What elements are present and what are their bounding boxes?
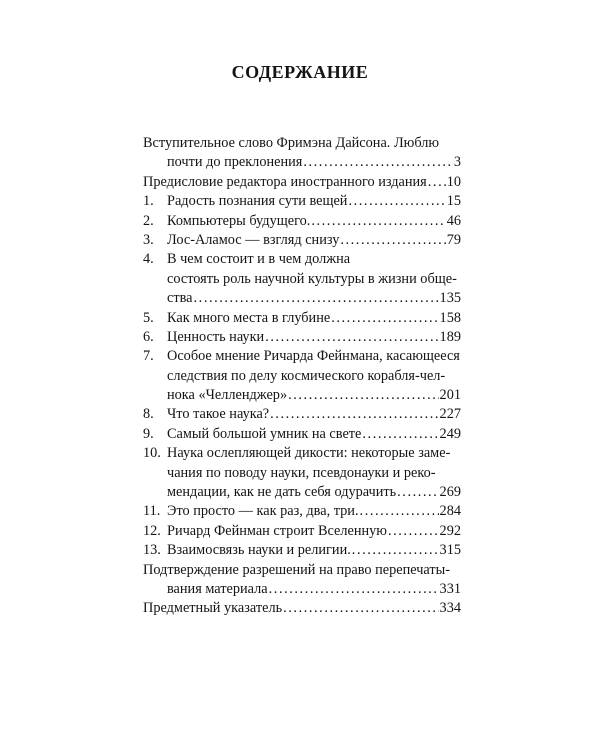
toc-entry-text: Ценность науки: [167, 328, 265, 345]
toc-page-number: 284: [439, 503, 461, 520]
toc-entry-12: [143, 522, 461, 541]
leader-dots: [388, 522, 439, 541]
leader-dots: [288, 386, 438, 405]
toc-entry-text: Лос-Аламос — взгляд снизу: [167, 231, 340, 248]
toc-entry-text: Подтверждение разрешений на право перепечаты-: [143, 561, 450, 578]
toc-page-number: 15: [446, 193, 461, 210]
toc-entry-number: 13.: [143, 542, 161, 559]
toc-entry-index: [143, 599, 461, 618]
leader-dots: [362, 425, 438, 444]
leader-dots: [270, 405, 438, 424]
toc-entry-7-cont2: [143, 386, 461, 405]
toc-entry-text: Предметный указатель: [143, 600, 283, 617]
toc-entry-10-cont: [143, 464, 461, 483]
toc-entry-text: Вступительное слово Фримэна Дайсона. Люблю: [143, 135, 440, 151]
leader-dots: [397, 483, 438, 502]
leader-dots: [348, 192, 445, 211]
toc-page-number: 315: [439, 542, 461, 559]
leader-dots: [194, 289, 439, 308]
toc-page-number: 158: [439, 309, 461, 326]
leader-dots: [340, 231, 445, 250]
toc-entry-8: [143, 405, 461, 424]
toc-entry-number: 7.: [143, 348, 154, 365]
toc-entry-permissions-cont: [143, 580, 461, 599]
toc-entry-7: [143, 347, 461, 366]
toc-entry-10: [143, 444, 461, 463]
table-of-contents: [143, 134, 461, 619]
toc-entry-foreword-cont: [143, 153, 461, 172]
leader-dots: [265, 328, 438, 347]
toc-entry-text: состоять роль научной культуры в жизни обще-: [167, 270, 457, 287]
toc-page-number: 249: [439, 425, 461, 442]
toc-entry-text: Компьютеры будущего.: [167, 212, 311, 229]
toc-page-number: 79: [446, 231, 461, 248]
toc-page-number: 201: [439, 387, 461, 404]
toc-entry-3: [143, 231, 461, 250]
toc-entry-text: вания материала: [167, 580, 268, 597]
toc-page-number: 46: [446, 212, 461, 229]
toc-page-number: 3: [453, 154, 461, 171]
toc-page-number: 331: [439, 580, 461, 597]
toc-entry-10-cont2: [143, 483, 461, 502]
toc-page-number: 227: [439, 406, 461, 423]
toc-entry-number: 6.: [143, 328, 154, 345]
toc-entry-number: 4.: [143, 251, 154, 268]
leader-dots: [360, 502, 439, 521]
toc-page-number: 334: [439, 600, 461, 617]
toc-entry-number: 9.: [143, 425, 154, 442]
toc-entry-number: 3.: [143, 231, 154, 248]
toc-entry-number: 11.: [143, 503, 161, 520]
toc-entry-preface: [143, 173, 461, 192]
toc-entry-permissions: [143, 561, 461, 580]
toc-entry-5: [143, 309, 461, 328]
toc-entry-text: Как много места в глубине: [167, 309, 331, 326]
toc-entry-13: [143, 541, 461, 560]
toc-entry-text: Что такое наука?: [167, 406, 270, 423]
toc-entry-number: 5.: [143, 309, 154, 326]
leader-dots: [331, 309, 438, 328]
leader-dots: [352, 541, 439, 560]
toc-entry-text: Предисловие редактора иностранного издания: [143, 173, 427, 190]
toc-entry-number: 8.: [143, 406, 154, 423]
toc-entry-text: В чем состоит и в чем должна: [167, 251, 351, 268]
toc-entry-4-cont: [143, 270, 461, 289]
toc-page-number: 292: [439, 522, 461, 539]
toc-entry-text: чания по поводу науки, псевдонауки и реко-: [167, 464, 436, 481]
toc-entry-4-cont2: [143, 289, 461, 308]
leader-dots: [303, 153, 453, 172]
toc-entry-foreword: [143, 134, 461, 153]
toc-entry-text: Наука ослепляющей дикости: некоторые заме-: [167, 445, 451, 462]
toc-entry-text: ства: [167, 290, 193, 307]
leader-dots: [283, 599, 438, 618]
toc-entry-text: Ричард Фейнман строит Вселенную: [167, 522, 387, 539]
toc-entry-4: [143, 250, 461, 269]
toc-page-number: 135: [439, 290, 461, 307]
toc-entry-text: следствия по делу космического корабля-чел-: [167, 367, 446, 384]
toc-entry-11: [143, 502, 461, 521]
toc-entry-1: [143, 192, 461, 211]
toc-entry-text: мендации, как не дать себя одурачить: [167, 484, 397, 501]
toc-entry-text: почти до преклонения: [167, 154, 303, 171]
toc-entry-text: Особое мнение Ричарда Фейнмана, касающееся: [167, 348, 460, 365]
toc-entry-number: 12.: [143, 522, 161, 539]
toc-page-number: 10: [446, 173, 461, 190]
toc-entry-text: Самый большой умник на свете: [167, 425, 362, 442]
leader-dots: [269, 580, 439, 599]
toc-entry-6: [143, 328, 461, 347]
page-title: СОДЕРЖАНИЕ: [231, 62, 369, 82]
leader-dots: [428, 173, 446, 192]
toc-entry-text: Это просто — как раз, два, три.: [167, 503, 359, 520]
toc-entry-text: нока «Челленджер»: [167, 387, 288, 404]
toc-entry-text: Взаимосвязь науки и религии.: [167, 542, 351, 559]
toc-entry-7-cont: [143, 367, 461, 386]
toc-page-number: 189: [439, 328, 461, 345]
toc-entry-text: Радость познания сути вещей: [167, 193, 348, 210]
leader-dots: [311, 212, 445, 231]
toc-entry-number: 10.: [143, 445, 161, 462]
toc-entry-2: [143, 212, 461, 231]
toc-entry-number: 1.: [143, 193, 154, 210]
toc-page-number: 269: [439, 484, 461, 501]
toc-entry-number: 2.: [143, 212, 154, 229]
toc-entry-9: [143, 425, 461, 444]
